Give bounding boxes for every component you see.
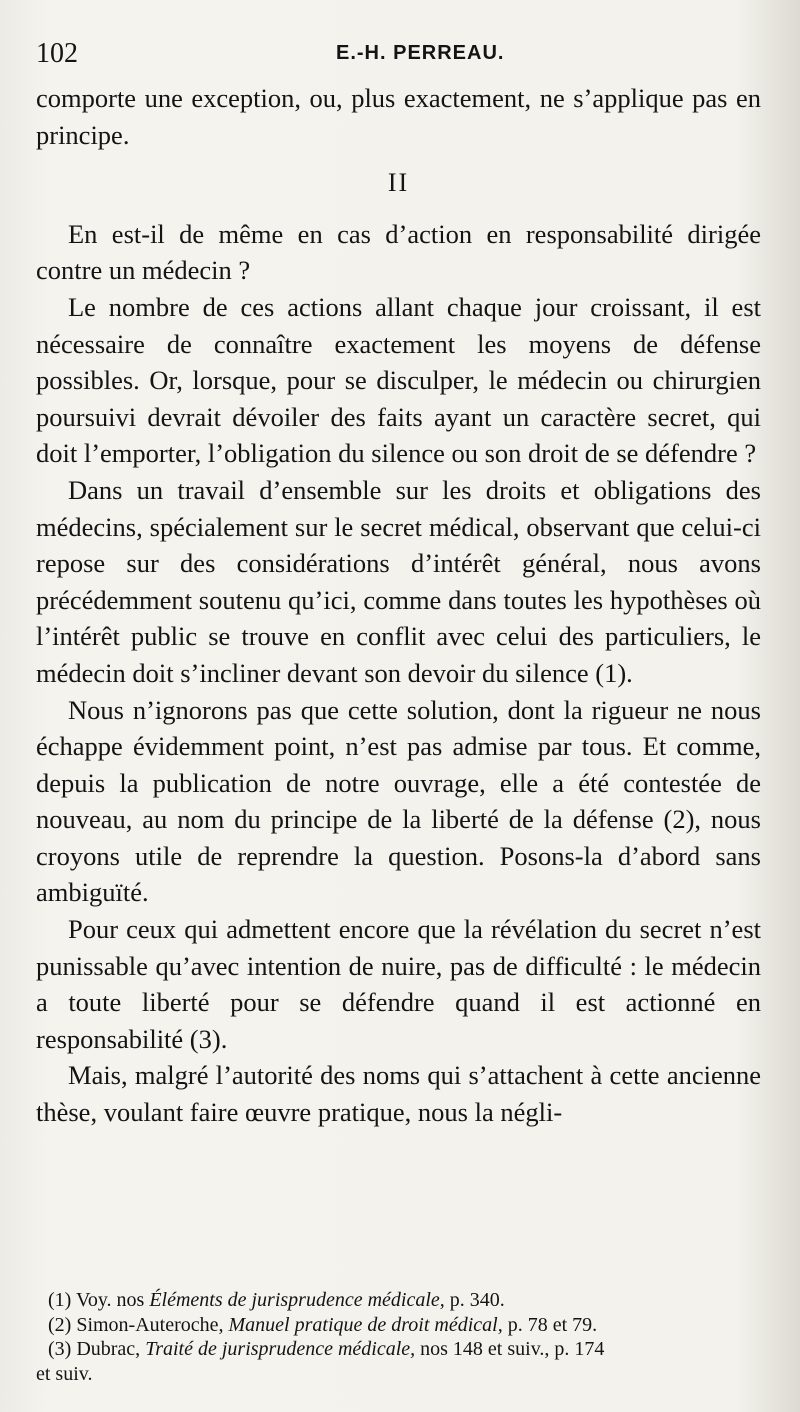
footnote-title: Manuel pratique de droit médical, — [228, 1313, 503, 1336]
paragraph: Mais, malgré l’autorité des noms qui s’attachent à cette ancienne thèse, voulant faire œuvre pratique, nous la négli- — [36, 1060, 761, 1128]
footnote-2 — [36, 1313, 766, 1338]
running-head: E.-H. PERREAU. — [336, 42, 505, 64]
footnote-3-continued: et suiv. — [36, 1362, 93, 1385]
footnote-text: nos 148 et suiv., p. 174 — [415, 1338, 605, 1360]
footnote-3 — [36, 1337, 766, 1362]
paragraph: Nous n’ignorons pas que cette solution, dont la rigueur ne nous échappe évidemment point, n’est pas admise par tous. Et comme, depuis la publication de notre ouvrage, elle a été contestée de nouveau, au nom du principe de la liberté de la défense (2), nous croyons utile de reprendre la question. Posons-la d’abord sans ambiguïté. — [36, 694, 761, 908]
paragraph: Le nombre de ces actions allant chaque jour croissant, il est nécessaire de connaître exactement les moyens de défense possibles. Or, lorsque, pour se disculper, le médecin ou chirurgien poursuivi devrait dévoiler des faits ayant un caractère secret, qui doit l’emporter, l’obligation du silence ou son droit de se défendre ? — [36, 291, 761, 469]
footnote-text: p. 78 et 79. — [502, 1313, 598, 1336]
footnote-text: (2) Simon-Auteroche, — [48, 1313, 229, 1336]
paragraph: Pour ceux qui admettent encore que la révélation du secret n’est punissable qu’avec intention de nuire, pas de difficulté : le médecin a toute liberté pour se défendre quand il est actionné en responsabilité (3). — [36, 914, 761, 1054]
page-number: 102 — [36, 38, 78, 69]
body-text — [36, 80, 761, 1131]
footnote-text: p. 340. — [444, 1289, 505, 1311]
footnotes — [36, 1288, 766, 1386]
footnote-title: Éléments de jurisprudence médicale, — [149, 1289, 445, 1311]
section-number: II — [387, 168, 410, 198]
footnote-text: (3) Dubrac, — [48, 1338, 146, 1360]
footnote-title: Traité de jurisprudence médicale, — [145, 1338, 416, 1360]
paragraph: Dans un travail d’ensemble sur les droits et obligations des médecins, spécialement sur le secret médical, observant que celui-ci repose sur des considérations d’intérêt général, nous avons précédemment soutenu qu’ici, comme dans toutes les hypothèses où l’intérêt public se trouve en conflit avec celui des particuliers, le médecin doit s’incliner devant son devoir du silence (1). — [36, 474, 761, 688]
page-header — [36, 38, 764, 78]
paragraph-continued: comporte une exception, ou, plus exactement, ne s’applique pas en principe. — [36, 83, 761, 150]
footnote-text: (1) Voy. nos — [48, 1289, 150, 1311]
footnote-1 — [36, 1288, 766, 1313]
paragraph: En est-il de même en cas d’action en responsabilité dirigée contre un médecin ? — [36, 218, 761, 286]
